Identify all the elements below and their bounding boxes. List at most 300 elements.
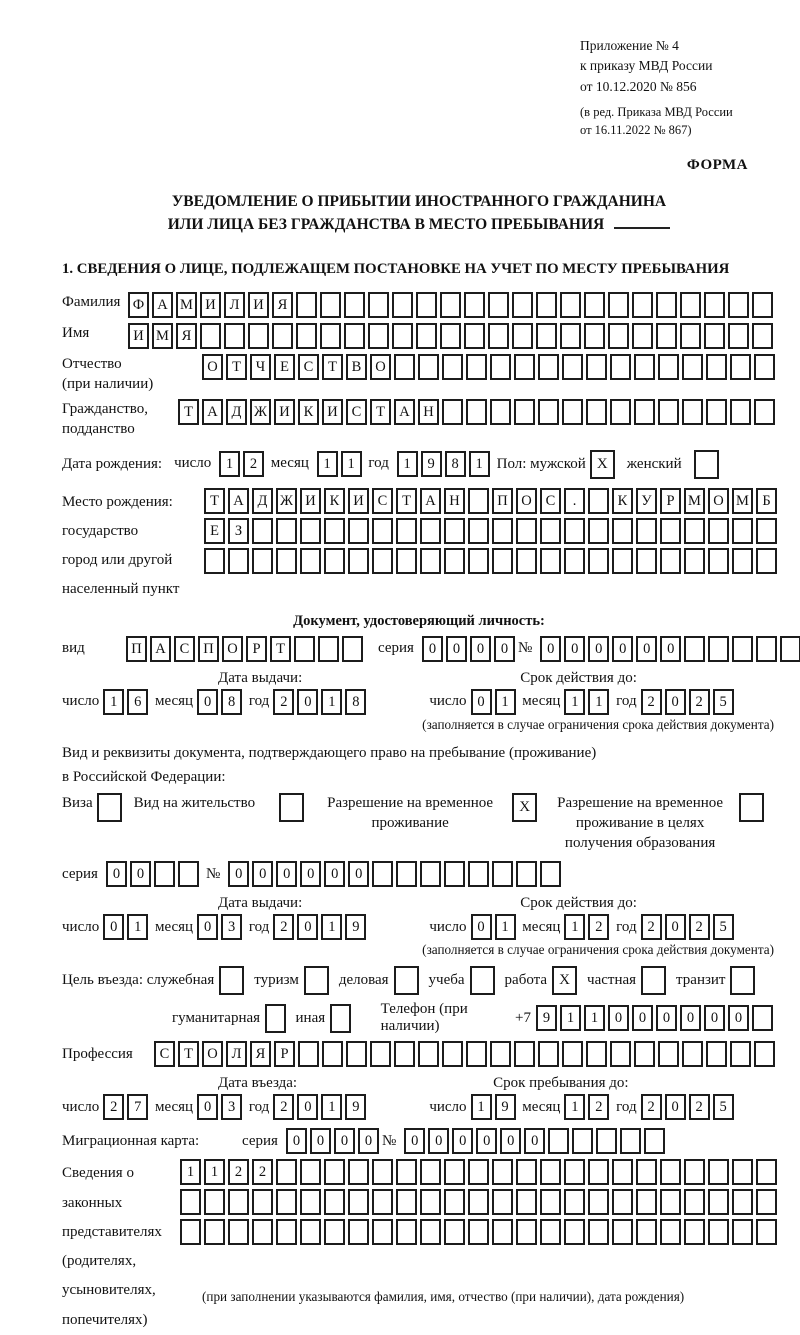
form-cell[interactable]	[252, 1189, 273, 1215]
form-cell[interactable]	[348, 1219, 369, 1245]
form-cell[interactable]	[660, 1159, 681, 1185]
form-cell[interactable]	[372, 1189, 393, 1215]
form-cell[interactable]: 0	[728, 1005, 749, 1031]
form-cell[interactable]: 0	[452, 1128, 473, 1154]
form-cell[interactable]	[418, 1041, 439, 1067]
form-cell[interactable]	[248, 323, 269, 349]
form-cell[interactable]	[396, 861, 417, 887]
form-cell[interactable]: 0	[446, 636, 467, 662]
visa-checkbox[interactable]	[97, 793, 122, 822]
form-cell[interactable]	[444, 548, 465, 574]
form-cell[interactable]	[658, 399, 679, 425]
form-cell[interactable]	[348, 1189, 369, 1215]
form-cell[interactable]: С	[372, 488, 393, 514]
form-cell[interactable]	[756, 518, 777, 544]
form-cell[interactable]	[754, 1041, 775, 1067]
form-cell[interactable]	[276, 1219, 297, 1245]
form-cell[interactable]	[420, 518, 441, 544]
form-cell[interactable]: 2	[243, 451, 264, 477]
form-cell[interactable]	[372, 518, 393, 544]
form-cell[interactable]	[224, 323, 245, 349]
form-cell[interactable]	[636, 548, 657, 574]
form-cell[interactable]	[752, 323, 773, 349]
form-cell[interactable]: 1	[564, 914, 585, 940]
form-cell[interactable]: А	[394, 399, 415, 425]
form-cell[interactable]	[612, 548, 633, 574]
form-cell[interactable]	[342, 636, 363, 662]
form-cell[interactable]: 0	[588, 636, 609, 662]
form-cell[interactable]	[372, 548, 393, 574]
form-cell[interactable]	[512, 292, 533, 318]
form-cell[interactable]	[492, 1219, 513, 1245]
form-cell[interactable]	[562, 354, 583, 380]
form-cell[interactable]: 0	[704, 1005, 725, 1031]
form-cell[interactable]: 0	[348, 861, 369, 887]
form-cell[interactable]: 2	[641, 1094, 662, 1120]
form-cell[interactable]	[468, 1189, 489, 1215]
form-cell[interactable]	[540, 1159, 561, 1185]
form-cell[interactable]: Т	[396, 488, 417, 514]
form-cell[interactable]: Т	[370, 399, 391, 425]
form-cell[interactable]: 0	[564, 636, 585, 662]
form-cell[interactable]: 2	[689, 1094, 710, 1120]
form-cell[interactable]: И	[300, 488, 321, 514]
form-cell[interactable]	[586, 399, 607, 425]
form-cell[interactable]: П	[126, 636, 147, 662]
form-cell[interactable]	[154, 861, 175, 887]
form-cell[interactable]	[754, 354, 775, 380]
form-cell[interactable]: Т	[178, 1041, 199, 1067]
form-cell[interactable]	[752, 1005, 773, 1031]
form-cell[interactable]: О	[222, 636, 243, 662]
purpose-work-checkbox[interactable]: X	[552, 966, 577, 995]
form-cell[interactable]: Р	[660, 488, 681, 514]
form-cell[interactable]: 8	[445, 451, 466, 477]
form-cell[interactable]	[420, 861, 441, 887]
form-cell[interactable]	[588, 548, 609, 574]
form-cell[interactable]	[468, 548, 489, 574]
form-cell[interactable]: И	[128, 323, 149, 349]
form-cell[interactable]	[732, 1189, 753, 1215]
form-cell[interactable]	[684, 1189, 705, 1215]
form-cell[interactable]: Р	[274, 1041, 295, 1067]
form-cell[interactable]	[516, 861, 537, 887]
form-cell[interactable]: 0	[636, 636, 657, 662]
form-cell[interactable]: О	[708, 488, 729, 514]
form-cell[interactable]	[660, 1189, 681, 1215]
form-cell[interactable]: 0	[297, 1094, 318, 1120]
form-cell[interactable]	[682, 399, 703, 425]
form-cell[interactable]: Ж	[276, 488, 297, 514]
form-cell[interactable]	[272, 323, 293, 349]
form-cell[interactable]: 0	[334, 1128, 355, 1154]
form-cell[interactable]	[732, 548, 753, 574]
form-cell[interactable]	[318, 636, 339, 662]
form-cell[interactable]: С	[346, 399, 367, 425]
form-cell[interactable]	[444, 861, 465, 887]
form-cell[interactable]	[562, 1041, 583, 1067]
form-cell[interactable]	[632, 292, 653, 318]
form-cell[interactable]	[538, 1041, 559, 1067]
form-cell[interactable]	[440, 292, 461, 318]
form-cell[interactable]: И	[274, 399, 295, 425]
form-cell[interactable]	[684, 1219, 705, 1245]
form-cell[interactable]	[512, 323, 533, 349]
form-cell[interactable]: 1	[317, 451, 338, 477]
form-cell[interactable]	[756, 636, 777, 662]
form-cell[interactable]: С	[174, 636, 195, 662]
form-cell[interactable]	[442, 1041, 463, 1067]
form-cell[interactable]	[754, 399, 775, 425]
form-cell[interactable]	[610, 399, 631, 425]
form-cell[interactable]	[464, 292, 485, 318]
form-cell[interactable]	[540, 861, 561, 887]
form-cell[interactable]: Т	[204, 488, 225, 514]
form-cell[interactable]	[492, 518, 513, 544]
form-cell[interactable]	[444, 1189, 465, 1215]
form-cell[interactable]: 0	[130, 861, 151, 887]
form-cell[interactable]	[492, 861, 513, 887]
form-cell[interactable]: 0	[252, 861, 273, 887]
form-cell[interactable]: 2	[273, 914, 294, 940]
form-cell[interactable]: 0	[476, 1128, 497, 1154]
form-cell[interactable]	[178, 861, 199, 887]
form-cell[interactable]: М	[176, 292, 197, 318]
form-cell[interactable]	[584, 323, 605, 349]
form-cell[interactable]	[204, 1189, 225, 1215]
form-cell[interactable]	[708, 636, 729, 662]
form-cell[interactable]	[416, 292, 437, 318]
form-cell[interactable]	[588, 1189, 609, 1215]
form-cell[interactable]	[492, 1189, 513, 1215]
form-cell[interactable]: Т	[178, 399, 199, 425]
form-cell[interactable]: 9	[345, 914, 366, 940]
form-cell[interactable]	[780, 636, 800, 662]
form-cell[interactable]: 0	[665, 914, 686, 940]
form-cell[interactable]: 1	[471, 1094, 492, 1120]
form-cell[interactable]: 0	[524, 1128, 545, 1154]
form-cell[interactable]: 2	[641, 689, 662, 715]
form-cell[interactable]	[608, 323, 629, 349]
form-cell[interactable]	[612, 1159, 633, 1185]
form-cell[interactable]	[730, 1041, 751, 1067]
form-cell[interactable]: О	[370, 354, 391, 380]
form-cell[interactable]: 1	[584, 1005, 605, 1031]
form-cell[interactable]: Т	[322, 354, 343, 380]
form-cell[interactable]: Ч	[250, 354, 271, 380]
form-cell[interactable]	[490, 354, 511, 380]
form-cell[interactable]: С	[154, 1041, 175, 1067]
form-cell[interactable]	[564, 1189, 585, 1215]
form-cell[interactable]: 0	[665, 689, 686, 715]
form-cell[interactable]: 0	[228, 861, 249, 887]
form-cell[interactable]	[588, 1159, 609, 1185]
form-cell[interactable]	[564, 1219, 585, 1245]
form-cell[interactable]	[728, 323, 749, 349]
form-cell[interactable]	[732, 636, 753, 662]
form-cell[interactable]	[608, 292, 629, 318]
form-cell[interactable]: 1	[469, 451, 490, 477]
form-cell[interactable]: 0	[680, 1005, 701, 1031]
form-cell[interactable]	[420, 1219, 441, 1245]
form-cell[interactable]: 9	[495, 1094, 516, 1120]
form-cell[interactable]	[656, 292, 677, 318]
form-cell[interactable]	[564, 518, 585, 544]
form-cell[interactable]	[634, 1041, 655, 1067]
form-cell[interactable]	[516, 1189, 537, 1215]
form-cell[interactable]	[204, 1219, 225, 1245]
form-cell[interactable]	[564, 548, 585, 574]
sex-female-checkbox[interactable]	[694, 450, 719, 479]
purpose-transit-checkbox[interactable]	[730, 966, 755, 995]
form-cell[interactable]: 0	[404, 1128, 425, 1154]
form-cell[interactable]: О	[516, 488, 537, 514]
form-cell[interactable]	[320, 292, 341, 318]
form-cell[interactable]	[394, 354, 415, 380]
form-cell[interactable]	[596, 1128, 617, 1154]
form-cell[interactable]	[466, 354, 487, 380]
form-cell[interactable]	[660, 548, 681, 574]
form-cell[interactable]: 1	[495, 689, 516, 715]
form-cell[interactable]	[636, 1189, 657, 1215]
form-cell[interactable]	[468, 1159, 489, 1185]
form-cell[interactable]: 0	[471, 914, 492, 940]
form-cell[interactable]	[588, 518, 609, 544]
form-cell[interactable]: Т	[270, 636, 291, 662]
form-cell[interactable]	[610, 354, 631, 380]
form-cell[interactable]	[610, 1041, 631, 1067]
form-cell[interactable]	[752, 292, 773, 318]
form-cell[interactable]	[420, 548, 441, 574]
form-cell[interactable]	[416, 323, 437, 349]
form-cell[interactable]: 1	[219, 451, 240, 477]
form-cell[interactable]	[298, 1041, 319, 1067]
form-cell[interactable]: Н	[444, 488, 465, 514]
form-cell[interactable]	[418, 354, 439, 380]
form-cell[interactable]	[540, 1219, 561, 1245]
form-cell[interactable]: 0	[310, 1128, 331, 1154]
form-cell[interactable]: 0	[428, 1128, 449, 1154]
form-cell[interactable]: 3	[221, 1094, 242, 1120]
form-cell[interactable]	[584, 292, 605, 318]
form-cell[interactable]	[276, 1159, 297, 1185]
form-cell[interactable]: А	[420, 488, 441, 514]
form-cell[interactable]: 0	[297, 914, 318, 940]
form-cell[interactable]	[320, 323, 341, 349]
form-cell[interactable]: К	[324, 488, 345, 514]
form-cell[interactable]	[468, 1219, 489, 1245]
form-cell[interactable]: 1	[560, 1005, 581, 1031]
form-cell[interactable]	[488, 323, 509, 349]
form-cell[interactable]	[660, 1219, 681, 1245]
form-cell[interactable]	[704, 292, 725, 318]
form-cell[interactable]: 1	[180, 1159, 201, 1185]
form-cell[interactable]	[612, 1219, 633, 1245]
form-cell[interactable]: Л	[226, 1041, 247, 1067]
form-cell[interactable]: 2	[252, 1159, 273, 1185]
form-cell[interactable]	[612, 518, 633, 544]
form-cell[interactable]	[548, 1128, 569, 1154]
form-cell[interactable]	[344, 292, 365, 318]
form-cell[interactable]	[586, 354, 607, 380]
form-cell[interactable]: К	[298, 399, 319, 425]
form-cell[interactable]: В	[346, 354, 367, 380]
form-cell[interactable]: 1	[588, 689, 609, 715]
form-cell[interactable]: О	[202, 1041, 223, 1067]
form-cell[interactable]	[396, 1159, 417, 1185]
form-cell[interactable]	[204, 548, 225, 574]
form-cell[interactable]: Д	[226, 399, 247, 425]
form-cell[interactable]	[348, 548, 369, 574]
purpose-humanitarian-checkbox[interactable]	[265, 1004, 285, 1033]
form-cell[interactable]	[396, 1189, 417, 1215]
form-cell[interactable]	[348, 1159, 369, 1185]
form-cell[interactable]	[538, 399, 559, 425]
form-cell[interactable]	[684, 548, 705, 574]
form-cell[interactable]: 0	[276, 861, 297, 887]
form-cell[interactable]: А	[228, 488, 249, 514]
form-cell[interactable]	[300, 548, 321, 574]
form-cell[interactable]: 0	[665, 1094, 686, 1120]
form-cell[interactable]	[732, 518, 753, 544]
residence-permit-checkbox[interactable]	[279, 793, 304, 822]
form-cell[interactable]	[540, 518, 561, 544]
form-cell[interactable]	[636, 1159, 657, 1185]
form-cell[interactable]	[464, 323, 485, 349]
form-cell[interactable]	[492, 1159, 513, 1185]
form-cell[interactable]: 2	[588, 1094, 609, 1120]
form-cell[interactable]	[444, 1219, 465, 1245]
form-cell[interactable]: 0	[300, 861, 321, 887]
form-cell[interactable]: А	[150, 636, 171, 662]
form-cell[interactable]	[656, 323, 677, 349]
form-cell[interactable]: Я	[176, 323, 197, 349]
form-cell[interactable]: 0	[540, 636, 561, 662]
form-cell[interactable]	[756, 1159, 777, 1185]
form-cell[interactable]: 0	[324, 861, 345, 887]
form-cell[interactable]: Р	[246, 636, 267, 662]
purpose-private-checkbox[interactable]	[641, 966, 666, 995]
form-cell[interactable]: Е	[204, 518, 225, 544]
form-cell[interactable]	[708, 548, 729, 574]
form-cell[interactable]	[324, 548, 345, 574]
form-cell[interactable]: М	[732, 488, 753, 514]
form-cell[interactable]	[442, 399, 463, 425]
form-cell[interactable]	[540, 548, 561, 574]
form-cell[interactable]	[396, 548, 417, 574]
form-cell[interactable]	[392, 323, 413, 349]
form-cell[interactable]: 0	[286, 1128, 307, 1154]
form-cell[interactable]: 5	[713, 914, 734, 940]
form-cell[interactable]	[468, 488, 489, 514]
form-cell[interactable]: Б	[756, 488, 777, 514]
form-cell[interactable]: 0	[470, 636, 491, 662]
form-cell[interactable]	[420, 1159, 441, 1185]
form-cell[interactable]: 0	[494, 636, 515, 662]
form-cell[interactable]	[572, 1128, 593, 1154]
form-cell[interactable]	[488, 292, 509, 318]
form-cell[interactable]	[706, 399, 727, 425]
form-cell[interactable]: 1	[204, 1159, 225, 1185]
sex-male-checkbox[interactable]: X	[590, 450, 615, 479]
form-cell[interactable]: З	[228, 518, 249, 544]
form-cell[interactable]	[324, 1189, 345, 1215]
form-cell[interactable]	[300, 518, 321, 544]
form-cell[interactable]	[440, 323, 461, 349]
form-cell[interactable]: 2	[588, 914, 609, 940]
form-cell[interactable]: Т	[226, 354, 247, 380]
form-cell[interactable]	[322, 1041, 343, 1067]
form-cell[interactable]: М	[684, 488, 705, 514]
form-cell[interactable]: 3	[221, 914, 242, 940]
form-cell[interactable]: 1	[495, 914, 516, 940]
form-cell[interactable]	[704, 323, 725, 349]
form-cell[interactable]	[276, 1189, 297, 1215]
form-cell[interactable]	[536, 323, 557, 349]
purpose-other-checkbox[interactable]	[330, 1004, 350, 1033]
form-cell[interactable]: А	[152, 292, 173, 318]
form-cell[interactable]	[466, 399, 487, 425]
form-cell[interactable]: 1	[564, 1094, 585, 1120]
form-cell[interactable]: 0	[500, 1128, 521, 1154]
form-cell[interactable]	[612, 1189, 633, 1215]
form-cell[interactable]: 9	[421, 451, 442, 477]
purpose-tourism-checkbox[interactable]	[304, 966, 329, 995]
form-cell[interactable]: У	[636, 488, 657, 514]
form-cell[interactable]	[368, 323, 389, 349]
form-cell[interactable]: 1	[321, 1094, 342, 1120]
form-cell[interactable]	[468, 518, 489, 544]
form-cell[interactable]: 6	[127, 689, 148, 715]
form-cell[interactable]	[684, 518, 705, 544]
form-cell[interactable]	[636, 518, 657, 544]
form-cell[interactable]: 2	[689, 914, 710, 940]
form-cell[interactable]	[560, 292, 581, 318]
purpose-study-checkbox[interactable]	[470, 966, 495, 995]
form-cell[interactable]: Е	[274, 354, 295, 380]
form-cell[interactable]	[708, 1219, 729, 1245]
form-cell[interactable]	[468, 861, 489, 887]
form-cell[interactable]	[682, 1041, 703, 1067]
form-cell[interactable]	[490, 1041, 511, 1067]
form-cell[interactable]: 1	[103, 689, 124, 715]
form-cell[interactable]	[252, 1219, 273, 1245]
form-cell[interactable]	[644, 1128, 665, 1154]
form-cell[interactable]	[684, 1159, 705, 1185]
form-cell[interactable]: 1	[321, 914, 342, 940]
form-cell[interactable]	[294, 636, 315, 662]
form-cell[interactable]: Ж	[250, 399, 271, 425]
form-cell[interactable]	[538, 354, 559, 380]
form-cell[interactable]	[228, 548, 249, 574]
form-cell[interactable]: 5	[713, 689, 734, 715]
form-cell[interactable]	[514, 354, 535, 380]
form-cell[interactable]: 2	[228, 1159, 249, 1185]
form-cell[interactable]	[392, 292, 413, 318]
form-cell[interactable]	[540, 1189, 561, 1215]
form-cell[interactable]: П	[198, 636, 219, 662]
form-cell[interactable]: М	[152, 323, 173, 349]
form-cell[interactable]	[516, 548, 537, 574]
form-cell[interactable]: 0	[197, 914, 218, 940]
form-cell[interactable]: 0	[197, 689, 218, 715]
form-cell[interactable]	[588, 488, 609, 514]
form-cell[interactable]	[516, 1219, 537, 1245]
form-cell[interactable]	[444, 518, 465, 544]
form-cell[interactable]	[372, 861, 393, 887]
form-cell[interactable]	[348, 518, 369, 544]
form-cell[interactable]: 1	[321, 689, 342, 715]
